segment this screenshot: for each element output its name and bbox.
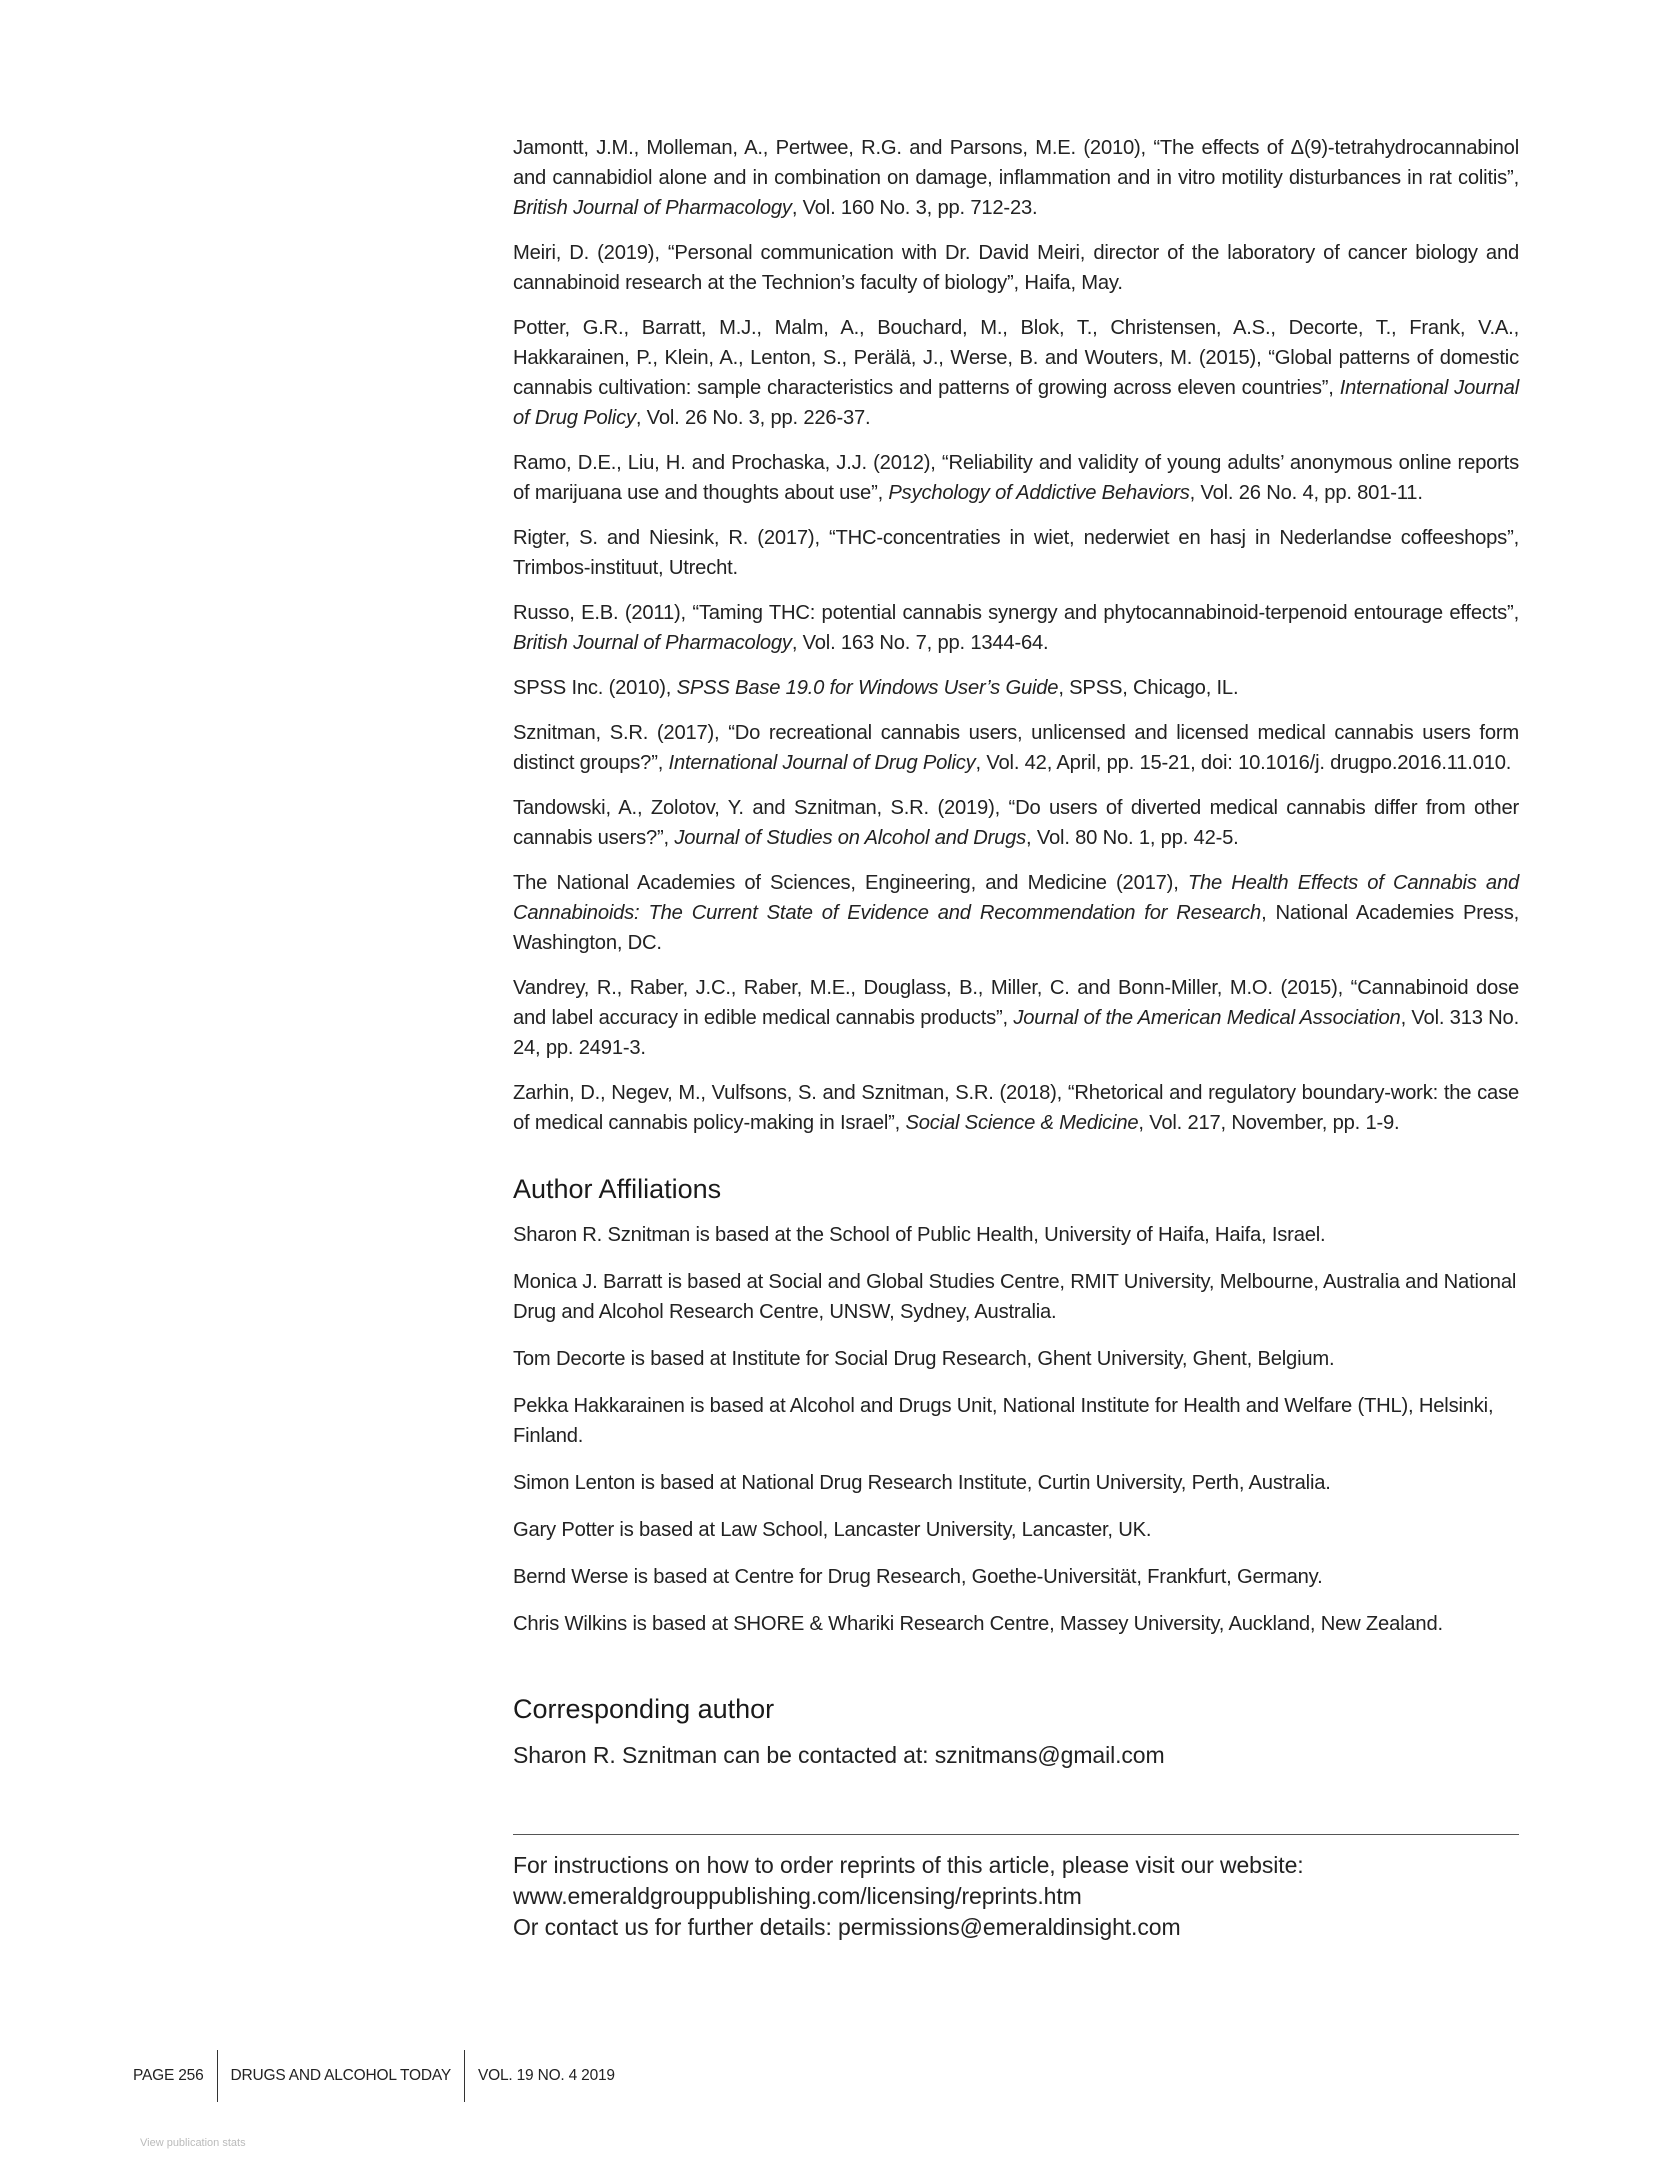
reprints-notice (513, 1850, 1519, 1943)
reference-text: , Vol. 163 No. 7, pp. 1344-64. (791, 632, 1049, 654)
reference-text: , Vol. 160 No. 3, pp. 712-23. (791, 197, 1038, 219)
reference-source-title: SPSS Base 19.0 for Windows User’s Guide (676, 677, 1059, 699)
references-list (513, 133, 1519, 1153)
reprints-link[interactable]: www.emeraldgrouppublishing.com/licensing/reprints.htm (513, 1883, 1082, 1909)
reference-item (513, 238, 1519, 298)
page-number: PAGE 256 (133, 2067, 204, 2084)
reference-source-title: Journal of Studies on Alcohol and Drugs (674, 827, 1027, 849)
reference-item (513, 973, 1519, 1063)
reference-source-title: Journal of the American Medical Association (1013, 1007, 1401, 1029)
reference-source-title: Psychology of Addictive Behaviors (888, 482, 1190, 504)
reference-text: Rigter, S. and Niesink, R. (2017), “THC-concentraties in wiet, nederwiet en hasj in Nederlandse coffeeshops”, Trimbos-instituut, Utrecht. (513, 527, 1519, 579)
reference-text: , Vol. 80 No. 1, pp. 42-5. (1026, 827, 1239, 849)
affiliation-item: Tom Decorte is based at Institute for Social Drug Research, Ghent University, Ghent, Belgium. (513, 1348, 1335, 1370)
volume-issue: VOL. 19 NO. 4 2019 (478, 2067, 615, 2084)
reference-text: Tandowski, A., Zolotov, Y. and Sznitman, S.R. (2019), “Do users of diverted medical cannabis differ from other cannabis users?”, (513, 797, 1519, 849)
reference-item (513, 523, 1519, 583)
corresponding-heading: Corresponding author (513, 1694, 775, 1724)
reference-item (513, 718, 1519, 778)
affiliations-heading: Author Affiliations (513, 1174, 722, 1204)
reference-text: Vandrey, R., Raber, J.C., Raber, M.E., Douglass, B., Miller, C. and Bonn-Miller, M.O. (2015), “Cannabinoid dose and label accuracy in edible medical cannabis products”, (513, 977, 1519, 1029)
reference-text: , SPSS, Chicago, IL. (1058, 677, 1239, 699)
reference-text: , Vol. 26 No. 3, pp. 226-37. (635, 407, 871, 429)
reference-item (513, 793, 1519, 853)
reference-text: SPSS Inc. (2010), (513, 677, 677, 699)
corresponding-contact: Sharon R. Sznitman can be contacted at: sznitmans@gmail.com (513, 1742, 1165, 1768)
affiliation-item: Simon Lenton is based at National Drug Research Institute, Curtin University, Perth, Australia. (513, 1472, 1331, 1494)
reference-text: Potter, G.R., Barratt, M.J., Malm, A., Bouchard, M., Blok, T., Christensen, A.S., Decorte, T., Frank, V.A., Hakkarainen, P., Klein, A., Lenton, S., Perälä, J., Werse, B. and Wouters, M. (2015), “Global patterns of domestic cannabis cultivation: sample characteristics and patterns of growing across eleven countries”, (513, 317, 1519, 399)
reference-text: , Vol. 26 No. 4, pp. 801-11. (1189, 482, 1423, 504)
journal-name: DRUGS AND ALCOHOL TODAY (230, 2067, 451, 2084)
reference-item (513, 1078, 1519, 1138)
affiliation-item: Sharon R. Sznitman is based at the School of Public Health, University of Haifa, Haifa, Israel. (513, 1224, 1326, 1246)
reference-source-title: British Journal of Pharmacology (513, 197, 792, 219)
affiliation-item: Chris Wilkins is based at SHORE & Whariki Research Centre, Massey University, Auckland, New Zealand. (513, 1613, 1443, 1635)
affiliation-item: Monica J. Barratt is based at Social and Global Studies Centre, RMIT University, Melbourne, Australia and National Drug and Alcohol Research Centre, UNSW, Sydney, Australia. (513, 1271, 1517, 1323)
affiliations-list (513, 1220, 1519, 1639)
affiliation-item: Bernd Werse is based at Centre for Drug Research, Goethe-Universität, Frankfurt, Germany. (513, 1566, 1323, 1588)
reference-text: The National Academies of Sciences, Engineering, and Medicine (2017), (513, 872, 1188, 894)
reference-source-title: The Health Effects of Cannabis and Cannabinoids: The Current State of Evidence and Recommendation for Research (513, 872, 1519, 924)
reference-text: Jamontt, J.M., Molleman, A., Pertwee, R.G. and Parsons, M.E. (2010), “The effects of Δ(9)-tetrahydrocannabinol and cannabidiol alone and in combination on damage, inflammation and in vitro motility disturbances in rat colitis”, (513, 137, 1519, 189)
reference-text: Sznitman, S.R. (2017), “Do recreational cannabis users, unlicensed and licensed medical cannabis users form distinct groups?”, (513, 722, 1519, 774)
reference-text: Ramo, D.E., Liu, H. and Prochaska, J.J. (2012), “Reliability and validity of young adults’ anonymous online reports of marijuana use and thoughts about use”, (513, 452, 1519, 504)
view-publication-stats-link[interactable]: View publication stats (140, 2137, 246, 2149)
reference-text: Zarhin, D., Negev, M., Vulfsons, S. and Sznitman, S.R. (2018), “Rhetorical and regulatory boundary-work: the case of medical cannabis policy-making in Israel”, (513, 1082, 1519, 1134)
reference-item (513, 313, 1519, 433)
reference-item (513, 133, 1519, 223)
affiliation-item: Gary Potter is based at Law School, Lancaster University, Lancaster, UK. (513, 1519, 1152, 1541)
section-divider (513, 1834, 1519, 1835)
reference-source-title: International Journal of Drug Policy (513, 377, 1519, 429)
reference-text: Meiri, D. (2019), “Personal communication with Dr. David Meiri, director of the laboratory of cancer biology and cannabinoid research at the Technion’s faculty of biology”, Haifa, May. (513, 242, 1519, 294)
reference-item (513, 868, 1519, 958)
affiliation-item: Pekka Hakkarainen is based at Alcohol and Drugs Unit, National Institute for Health and Welfare (THL), Helsinki, Finland. (513, 1395, 1494, 1447)
reference-item (513, 673, 1519, 703)
reference-source-title: International Journal of Drug Policy (668, 752, 976, 774)
reference-item (513, 448, 1519, 508)
reference-text: Russo, E.B. (2011), “Taming THC: potential cannabis synergy and phytocannabinoid-terpenoid entourage effects”, (513, 602, 1519, 624)
reference-source-title: Social Science & Medicine (905, 1112, 1139, 1134)
permissions-contact[interactable]: Or contact us for further details: permissions@emeraldinsight.com (513, 1914, 1181, 1940)
corresponding-author-section (513, 1692, 1519, 1770)
reference-text: , Vol. 217, November, pp. 1-9. (1138, 1112, 1400, 1134)
reprints-instructions: For instructions on how to order reprints of this article, please visit our website: (513, 1852, 1304, 1878)
reference-text: , Vol. 313 No. 24, pp. 2491-3. (513, 1007, 1519, 1059)
reference-source-title: British Journal of Pharmacology (513, 632, 792, 654)
reference-text: , Vol. 42, April, pp. 15-21, doi: 10.1016/j. drugpo.2016.11.010. (975, 752, 1512, 774)
reference-item (513, 598, 1519, 658)
author-affiliations-section (513, 1172, 1519, 1656)
reference-text: , National Academies Press, Washington, DC. (513, 902, 1520, 954)
page-footer (133, 2060, 628, 2092)
